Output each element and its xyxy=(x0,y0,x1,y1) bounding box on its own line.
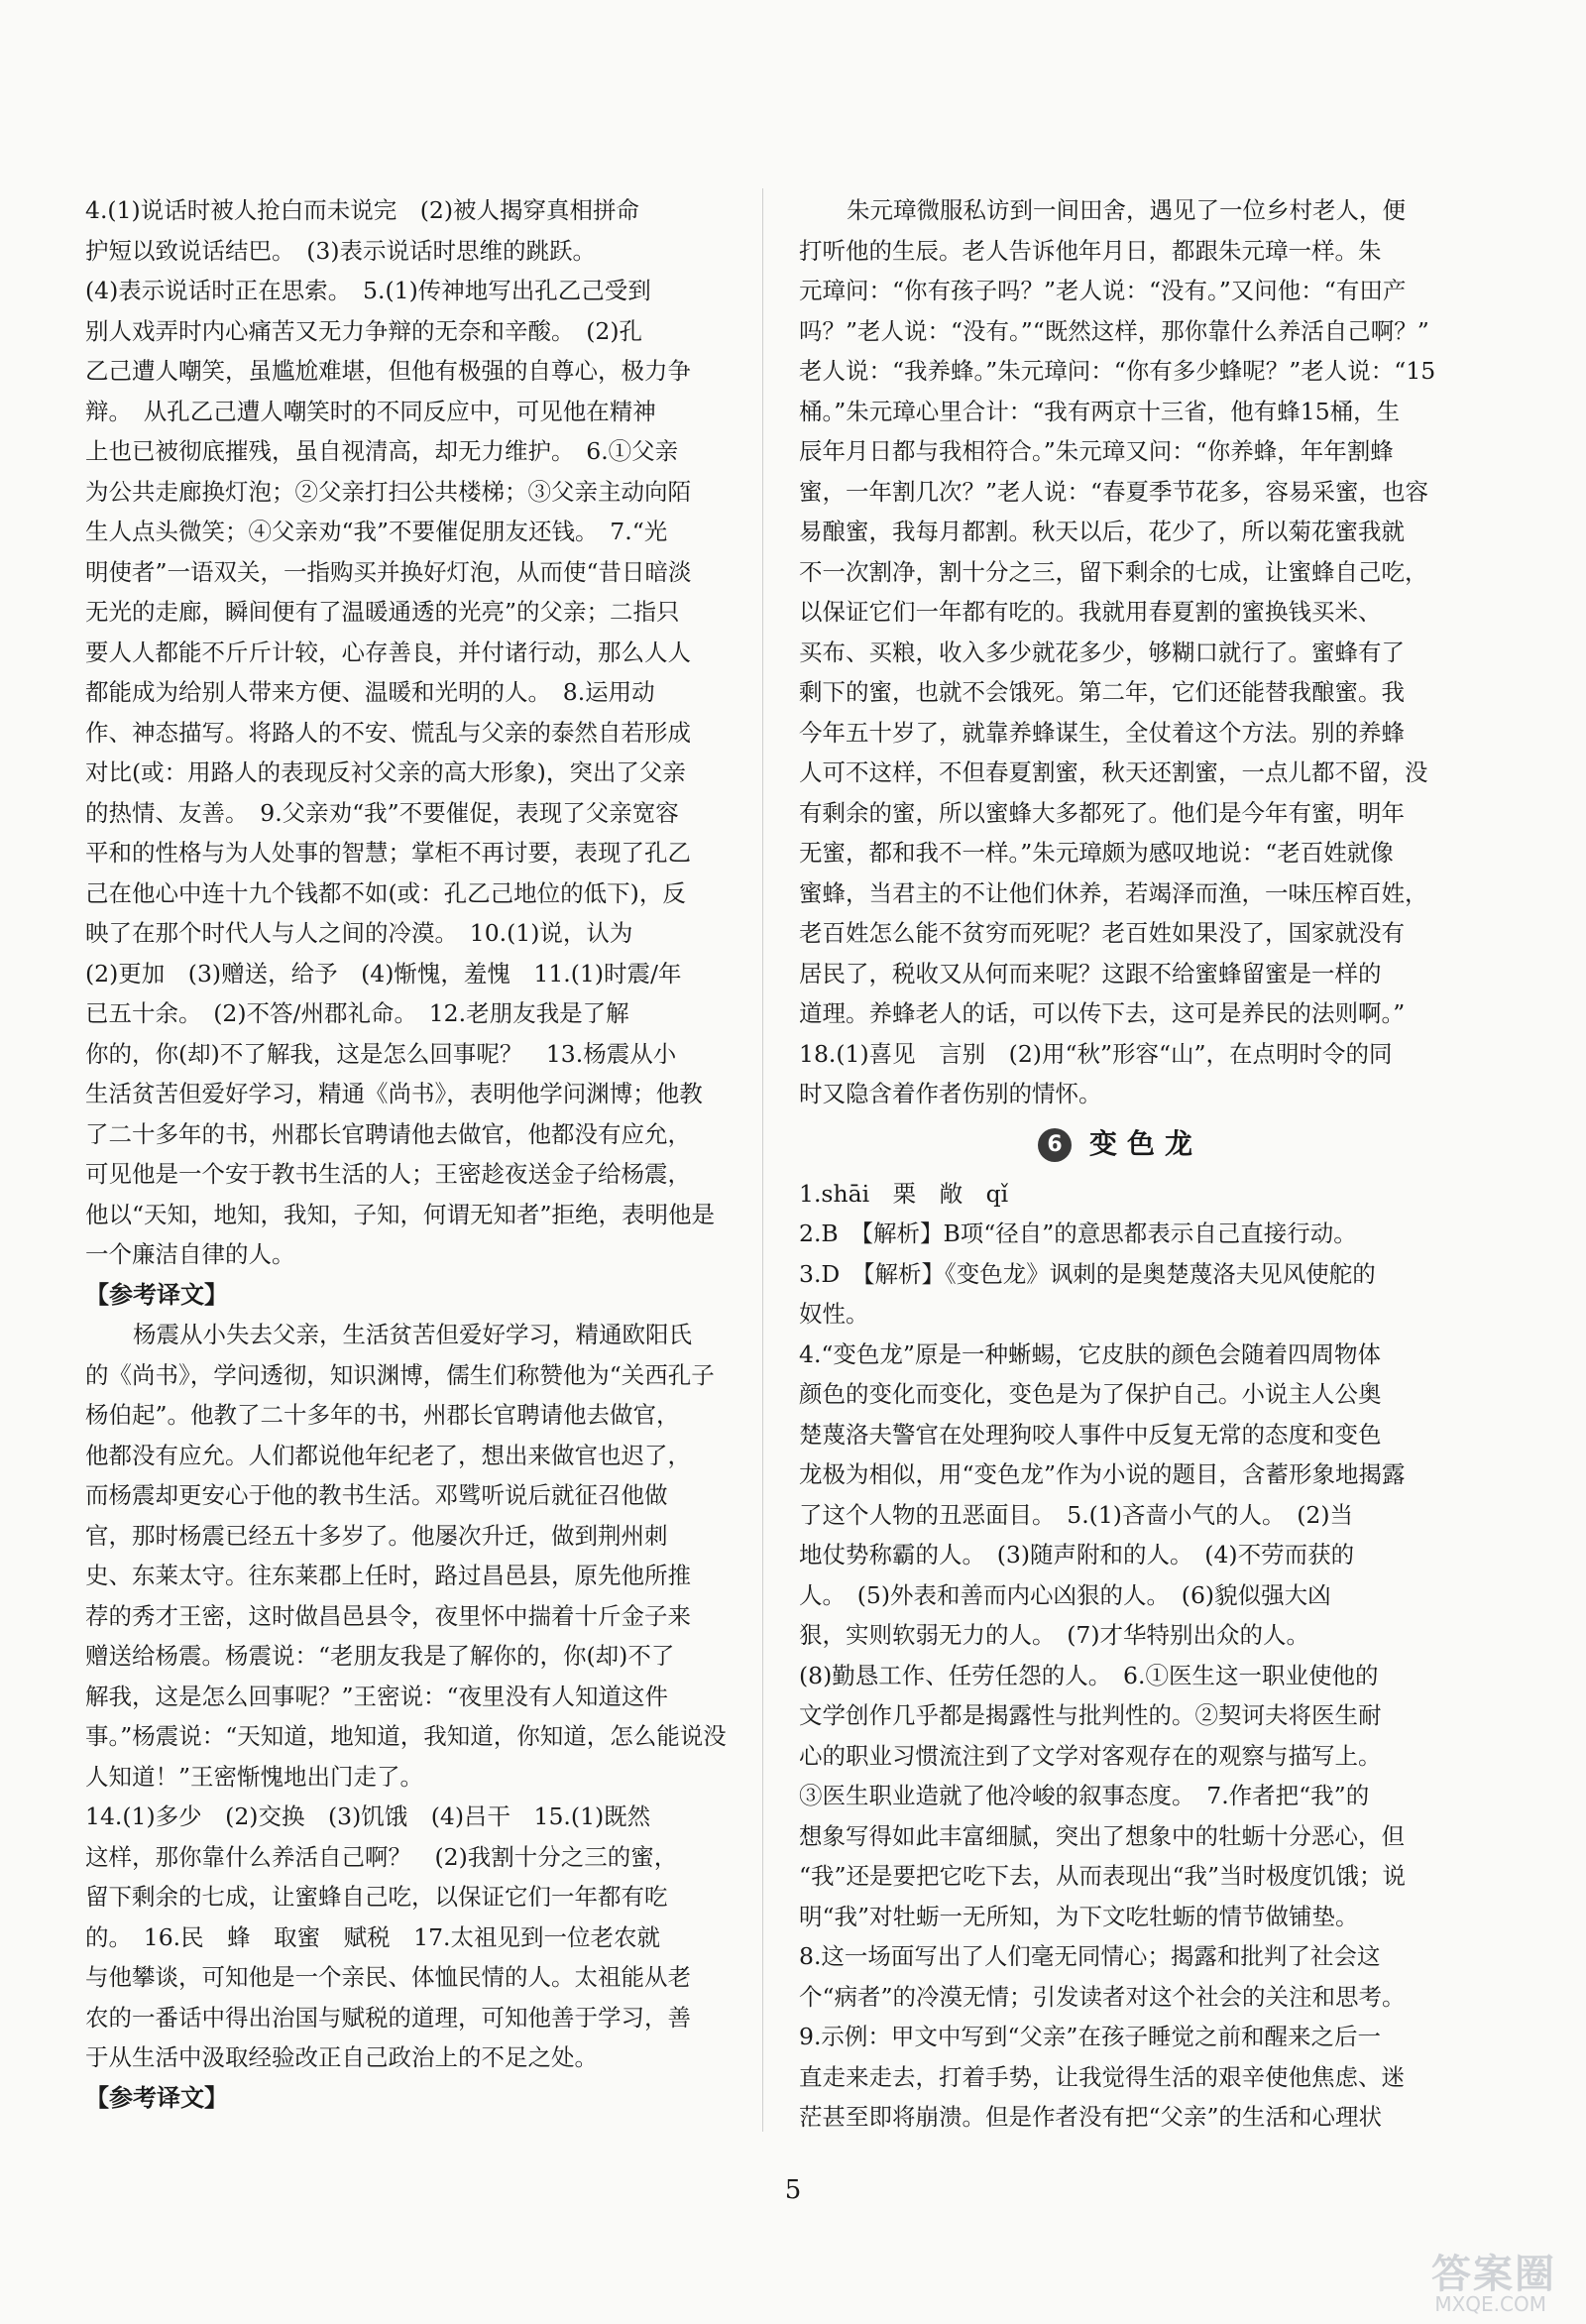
line-text: 的《尚书》，学问透彻，知识渊博，儒生们称赞他为“关西孔子 xyxy=(85,1360,715,1389)
text-line xyxy=(799,1656,1441,1696)
text-line xyxy=(85,1998,728,2038)
line-text: 无光的走廊，瞬间便有了温暖通透的光亮”的父亲；二指只 xyxy=(85,598,680,626)
line-text: 为公共走廊换灯泡；②父亲打扫公共楼梯；③父亲主动向陌 xyxy=(85,477,691,506)
line-text: 时又隐含着作者伤别的情怀。 xyxy=(799,1080,1102,1107)
line-text: (8)勤恳工作、任劳任怨的人。 6.①医生这一职业使他的 xyxy=(799,1661,1379,1689)
text-line xyxy=(799,472,1441,513)
line-text: 生人点头微笑；④父亲劝“我”不要催促朋友还钱。 7.“光 xyxy=(85,518,668,545)
line-text: 不一次割净，割十分之三，留下剩余的七成，让蜜蜂自己吃， xyxy=(799,557,1428,586)
text-line xyxy=(799,1174,1441,1215)
watermark-url: MXQE.COM xyxy=(1434,2292,1546,2316)
line-text: 了二十多年的书，州郡长官聘请他去做官，他都没有应允， xyxy=(85,1119,691,1148)
text-line xyxy=(799,592,1441,633)
line-text: 以保证它们一年都有吃的。我就用春夏割的蜜换钱买米、 xyxy=(799,598,1382,626)
text-line xyxy=(799,2017,1441,2057)
line-text: 3.D 【解析】《变色龙》讽刺的是奥楚蔑洛夫见风使舵的 xyxy=(799,1259,1376,1288)
text-line xyxy=(85,472,728,513)
text-line xyxy=(85,1034,728,1075)
section-title xyxy=(799,1114,1441,1174)
line-text: 易酿蜜，我每月都割。秋天以后，花少了，所以菊花蜜我就 xyxy=(799,518,1405,545)
text-line xyxy=(85,1837,728,1878)
text-line xyxy=(799,1214,1441,1254)
text-line xyxy=(799,1454,1441,1495)
line-text: 4.“变色龙”原是一种蜥蜴，它皮肤的颜色会随着四周物体 xyxy=(799,1339,1381,1368)
text-line xyxy=(85,1596,728,1637)
text-line xyxy=(799,1254,1441,1295)
text-line xyxy=(799,753,1441,793)
text-line xyxy=(85,793,728,834)
line-text: 2.B 【解析】B项“径自”的意思都表示自己直接行动。 xyxy=(799,1220,1357,1247)
text-line xyxy=(85,1475,728,1516)
text-line xyxy=(85,1195,728,1235)
text-line xyxy=(85,1114,728,1155)
line-text: 9.示例：甲文中写到“父亲”在孩子睡觉之前和醒来之后一 xyxy=(799,2023,1381,2050)
text-line xyxy=(85,592,728,633)
line-text: 农的一番话中得出治国与赋税的道理，可知他善于学习，善 xyxy=(85,2003,691,2032)
text-line xyxy=(799,713,1441,754)
line-text: 史、东莱太守。往东莱郡上任时，路过昌邑县，原先他所推 xyxy=(85,1562,691,1589)
line-text: 颜色的变化而变化，变色是为了保护自己。小说主人公奥 xyxy=(799,1380,1382,1408)
text-line xyxy=(85,351,728,392)
line-text: 于从生活中汲取经验改正自己政治上的不足之处。 xyxy=(85,2043,598,2071)
text-line xyxy=(799,311,1441,352)
text-line xyxy=(85,1516,728,1557)
line-text: 【参考译文】 xyxy=(85,1280,228,1309)
text-line xyxy=(799,954,1441,994)
right-column xyxy=(799,190,1441,2138)
text-line xyxy=(85,1395,728,1436)
line-text: 杨伯起”。他教了二十多年的书，州郡长官聘请他去做官， xyxy=(85,1401,680,1429)
column-divider xyxy=(762,188,763,2132)
line-text: 辰年月日都与我相符合。”朱元璋又问：“你养蜂，年年割蜂 xyxy=(799,437,1394,465)
reference-translation-heading xyxy=(85,1275,728,1316)
text-line xyxy=(799,1495,1441,1536)
text-line xyxy=(799,512,1441,552)
line-text: 别人戏弄时内心痛苦又无力争辩的无奈和辛酸。 (2)孔 xyxy=(85,316,643,345)
text-line xyxy=(799,1535,1441,1575)
text-line xyxy=(85,1677,728,1717)
line-text: 剩下的蜜，也就不会饿死。第二年，它们还能替我酿蜜。我 xyxy=(799,678,1405,706)
text-line xyxy=(799,1816,1441,1857)
line-text: 【参考译文】 xyxy=(85,2083,228,2112)
text-line xyxy=(799,1615,1441,1656)
line-text: 心的职业习惯流注到了文学对客观存在的观察与描写上。 xyxy=(799,1741,1382,1770)
text-line xyxy=(85,833,728,873)
page-number: 5 xyxy=(784,2175,802,2205)
line-text: (2)更加 (3)赠送，给予 (4)惭愧，羞愧 11.(1)时震/年 xyxy=(85,959,682,988)
line-text: 居民了，税收又从何而来呢？这跟不给蜜蜂留蜜是一样的 xyxy=(799,959,1382,988)
text-line xyxy=(799,1695,1441,1736)
line-text: 乙己遭人嘲笑，虽尴尬难堪，但他有极强的自尊心，极力争 xyxy=(85,357,691,385)
line-text: 赠送给杨震。杨震说：“老朋友我是了解你的，你(却)不了 xyxy=(85,1642,675,1670)
text-line xyxy=(799,1776,1441,1816)
text-line xyxy=(799,1294,1441,1335)
reference-translation-heading xyxy=(85,2078,728,2119)
text-line xyxy=(799,672,1441,713)
text-line xyxy=(799,351,1441,392)
line-text: 而杨震却更安心于他的教书生活。邓骘听说后就征召他做 xyxy=(85,1481,668,1509)
text-line xyxy=(85,993,728,1034)
line-text: 想象写得如此丰富细腻，突出了想象中的牡蛎十分恶心，但 xyxy=(799,1821,1405,1850)
line-text: 变色龙 xyxy=(1088,1126,1202,1160)
line-text: 14.(1)多少 (2)交换 (3)饥饿 (4)吕干 15.(1)既然 xyxy=(85,1802,651,1830)
text-line xyxy=(85,1074,728,1114)
text-line xyxy=(85,1355,728,1396)
text-line xyxy=(85,311,728,352)
line-text: 狠，实则软弱无力的人。 (7)才华特别出众的人。 xyxy=(799,1621,1310,1649)
text-line xyxy=(85,392,728,432)
line-text: 人可不这样，不但春夏割蜜，秋天还割蜜，一点儿都不留，没 xyxy=(799,758,1428,786)
text-line xyxy=(85,1315,728,1355)
text-line xyxy=(799,190,1441,231)
text-line xyxy=(85,1877,728,1917)
text-line xyxy=(85,1797,728,1837)
line-text: 映了在那个时代人与人之间的冷漠。 10.(1)说，认为 xyxy=(85,919,633,947)
text-line xyxy=(85,1234,728,1275)
line-text: 辩。 从孔乙己遭人嘲笑时的不同反应中，可见他在精神 xyxy=(85,397,656,425)
text-line xyxy=(799,833,1441,873)
line-text: 龙极为相似，用“变色龙”作为小说的题目，含蓄形象地揭露 xyxy=(799,1460,1406,1488)
line-text: 道理。养蜂老人的话，可以传下去，这可是养民的法则啊。” xyxy=(799,999,1406,1027)
line-text: 荐的秀才王密，这时做昌邑县令，夜里怀中揣着十斤金子来 xyxy=(85,1601,691,1630)
text-line xyxy=(85,1636,728,1677)
text-line xyxy=(85,190,728,231)
line-text: 已五十余。 (2)不答/州郡礼命。 12.老朋友我是了解 xyxy=(85,999,629,1027)
text-line xyxy=(85,552,728,593)
line-text: 了这个人物的丑恶面目。 5.(1)吝啬小气的人。 (2)当 xyxy=(799,1500,1353,1529)
text-line xyxy=(799,1856,1441,1897)
line-text: 4.(1)说话时被人抢白而未说完 (2)被人揭穿真相拼命 xyxy=(85,196,639,224)
text-line xyxy=(85,1716,728,1757)
line-text: 地仗势称霸的人。 (3)随声附和的人。 (4)不劳而获的 xyxy=(799,1541,1355,1569)
text-line xyxy=(799,1415,1441,1455)
line-text: ③医生职业造就了他冷峻的叙事态度。 7.作者把“我”的 xyxy=(799,1782,1370,1809)
text-line xyxy=(85,672,728,713)
line-text: 18.(1)喜见 言别 (2)用“秋”形容“山”，在点明时令的同 xyxy=(799,1039,1393,1068)
text-line xyxy=(799,1736,1441,1777)
line-text: 你的，你(却)不了解我，这是怎么回事呢？ 13.杨震从小 xyxy=(85,1039,677,1068)
line-text: 的。 16.民 蜂 取蜜 赋税 17.太祖见到一位老农就 xyxy=(85,1922,660,1951)
line-text: 都能成为给别人带来方便、温暖和光明的人。 8.运用动 xyxy=(85,678,655,706)
text-line xyxy=(799,2097,1441,2138)
text-line xyxy=(85,954,728,994)
line-text: 解我，这是怎么回事呢？”王密说：“夜里没有人知道这件 xyxy=(85,1682,669,1710)
line-text: 今年五十岁了，就靠养蜂谋生，全仗着这个方法。别的养蜂 xyxy=(799,718,1405,747)
text-line xyxy=(799,913,1441,954)
text-line xyxy=(85,431,728,472)
left-column xyxy=(85,190,728,2118)
line-text: 上也已被彻底摧残，虽自视清高，却无力维护。 6.①父亲 xyxy=(85,437,679,465)
text-line xyxy=(799,1936,1441,1977)
text-line xyxy=(799,2057,1441,2098)
line-text: 元璋问：“你有孩子吗？”老人说：“没有。”又问他：“有田产 xyxy=(799,277,1407,304)
line-text: 有剩余的蜜，所以蜜蜂大多都死了。他们是今年有蜜，明年 xyxy=(799,798,1405,827)
line-text: 平和的性格与为人处事的智慧；掌柜不再讨要，表现了孔乙 xyxy=(85,839,691,867)
text-line xyxy=(85,753,728,793)
text-line xyxy=(799,271,1441,311)
text-line xyxy=(85,633,728,673)
line-text: 他都没有应允。人们都说他年纪老了，想出来做官也迟了， xyxy=(85,1441,691,1469)
line-text: 与他攀谈，可知他是一个亲民、体恤民情的人。太祖能从老 xyxy=(85,1963,691,1991)
line-text: 明“我”对牡蛎一无所知，为下文吃牡蛎的情节做铺垫。 xyxy=(799,1902,1359,1930)
line-text: 己在他心中连十九个钱都不如(或：孔乙己地位的低下)，反 xyxy=(85,878,686,907)
text-line xyxy=(85,271,728,311)
text-line xyxy=(85,1957,728,1998)
text-line xyxy=(85,713,728,754)
line-text: 对比(或：用路人的表现反衬父亲的高大形象)，突出了父亲 xyxy=(85,758,686,786)
line-text: 的热情、友善。 9.父亲劝“我”不要催促，表现了父亲宽容 xyxy=(85,798,679,827)
text-line xyxy=(799,633,1441,673)
line-text: “我”还是要把它吃下去，从而表现出“我”当时极度饥饿；说 xyxy=(799,1862,1407,1890)
watermark-logo: 答案圈 xyxy=(1431,2252,1556,2297)
line-text: 官，那时杨震已经五十多岁了。他屡次升迁，做到荆州刺 xyxy=(85,1521,668,1550)
text-line xyxy=(85,913,728,954)
text-line xyxy=(85,1556,728,1596)
line-text: 朱元璋微服私访到一间田舍，遇见了一位乡村老人，便 xyxy=(847,196,1406,224)
text-line xyxy=(799,1575,1441,1616)
text-line xyxy=(799,392,1441,432)
line-text: 奴性。 xyxy=(799,1300,869,1328)
line-text: 茫甚至即将崩溃。但是作者没有把“父亲”的生活和心理状 xyxy=(799,2103,1383,2131)
text-line xyxy=(799,231,1441,272)
text-line xyxy=(799,1374,1441,1415)
text-line xyxy=(799,1897,1441,1937)
line-text: 这样，那你靠什么养活自己啊？ (2)我割十分之三的蜜， xyxy=(85,1842,678,1871)
text-line xyxy=(799,993,1441,1034)
line-text: 楚蔑洛夫警官在处理狗咬人事件中反复无常的态度和变色 xyxy=(799,1420,1382,1449)
line-text: 人知道！”王密惭愧地出门走了。 xyxy=(85,1762,424,1791)
line-text: 杨震从小失去父亲，生活贫苦但爱好学习，精通欧阳氏 xyxy=(133,1321,692,1348)
line-text: 8.这一场面写出了人们毫无同情心；揭露和批判了社会这 xyxy=(799,1942,1381,1970)
line-text: 生活贫苦但爱好学习，精通《尚书》，表明他学问渊博；他教 xyxy=(85,1080,703,1107)
text-line xyxy=(799,1977,1441,2018)
line-text: 吗？”老人说：“没有。”“既然这样，那你靠什么养活自己啊？” xyxy=(799,316,1429,345)
line-text: 要人人都能不斤斤计较，心存善良，并付诸行动，那么人人 xyxy=(85,638,691,666)
text-line xyxy=(85,512,728,552)
line-text: 可见他是一个安于教书生活的人；王密趁夜送金子给杨震， xyxy=(85,1160,691,1188)
text-line xyxy=(799,1074,1441,1114)
line-text: 买布、买粮，收入多少就花多少，够糊口就行了。蜜蜂有了 xyxy=(799,638,1405,666)
line-text: 作、神态描写。将路人的不安、慌乱与父亲的泰然自若形成 xyxy=(85,718,691,747)
text-line xyxy=(85,1757,728,1798)
line-text: 他以“天知，地知，我知，子知，何谓无知者”拒绝，表明他是 xyxy=(85,1200,716,1228)
line-text: 留下剩余的七成，让蜜蜂自己吃，以保证它们一年都有吃 xyxy=(85,1883,668,1911)
line-text: 桶。”朱元璋心里合计：“我有两京十三省，他有蜂15桶，生 xyxy=(799,397,1401,425)
line-text: 直走来走去，打着手势，让我觉得生活的艰辛使他焦虑、迷 xyxy=(799,2062,1405,2091)
section-number-badge: 6 xyxy=(1038,1128,1072,1162)
text-line xyxy=(799,431,1441,472)
line-text: 打听他的生辰。老人告诉他年月日，都跟朱元璋一样。朱 xyxy=(799,236,1382,265)
line-text: 文学创作几乎都是揭露性与批判性的。②契诃夫将医生耐 xyxy=(799,1701,1382,1729)
line-text: 人。 (5)外表和善而内心凶狠的人。 (6)貌似强大凶 xyxy=(799,1580,1331,1609)
line-text: 事。”杨震说：“天知道，地知道，我知道，你知道，怎么能说没 xyxy=(85,1722,727,1750)
line-text: 蜜蜂，当君主的不让他们休养，若竭泽而渔，一味压榨百姓， xyxy=(799,878,1428,907)
line-text: (4)表示说话时正在思索。 5.(1)传神地写出孔乙己受到 xyxy=(85,277,651,304)
text-line xyxy=(799,793,1441,834)
line-text: 老人说：“我养蜂。”朱元璋问：“你有多少蜂呢？”老人说：“15 xyxy=(799,357,1436,385)
line-text: 蜜，一年割几次？”老人说：“春夏季节花多，容易采蜜，也容 xyxy=(799,477,1429,506)
line-text: 无蜜，都和我不一样。”朱元璋颇为感叹地说：“老百姓就像 xyxy=(799,839,1394,867)
text-line xyxy=(85,1917,728,1958)
line-text: 明使者”一语双关，一指购买并换好灯泡，从而使“昔日暗淡 xyxy=(85,557,692,586)
text-line xyxy=(85,2037,728,2078)
text-line xyxy=(799,552,1441,593)
text-line xyxy=(799,1335,1441,1375)
line-text: 1.shāi 栗 敞 qǐ xyxy=(799,1179,1009,1208)
line-text: 护短以致说话结巴。 (3)表示说话时思维的跳跃。 xyxy=(85,236,597,265)
text-line xyxy=(799,1034,1441,1075)
line-text: 个“病者”的冷漠无情；引发读者对这个社会的关注和思考。 xyxy=(799,1982,1406,2011)
line-text: 老百姓怎么能不贫穷而死呢？老百姓如果没了，国家就没有 xyxy=(799,919,1405,947)
text-line xyxy=(85,873,728,914)
line-text: 一个廉洁自律的人。 xyxy=(85,1240,295,1268)
text-line xyxy=(85,1154,728,1195)
text-line xyxy=(85,231,728,272)
text-line xyxy=(799,873,1441,914)
text-line xyxy=(85,1436,728,1476)
